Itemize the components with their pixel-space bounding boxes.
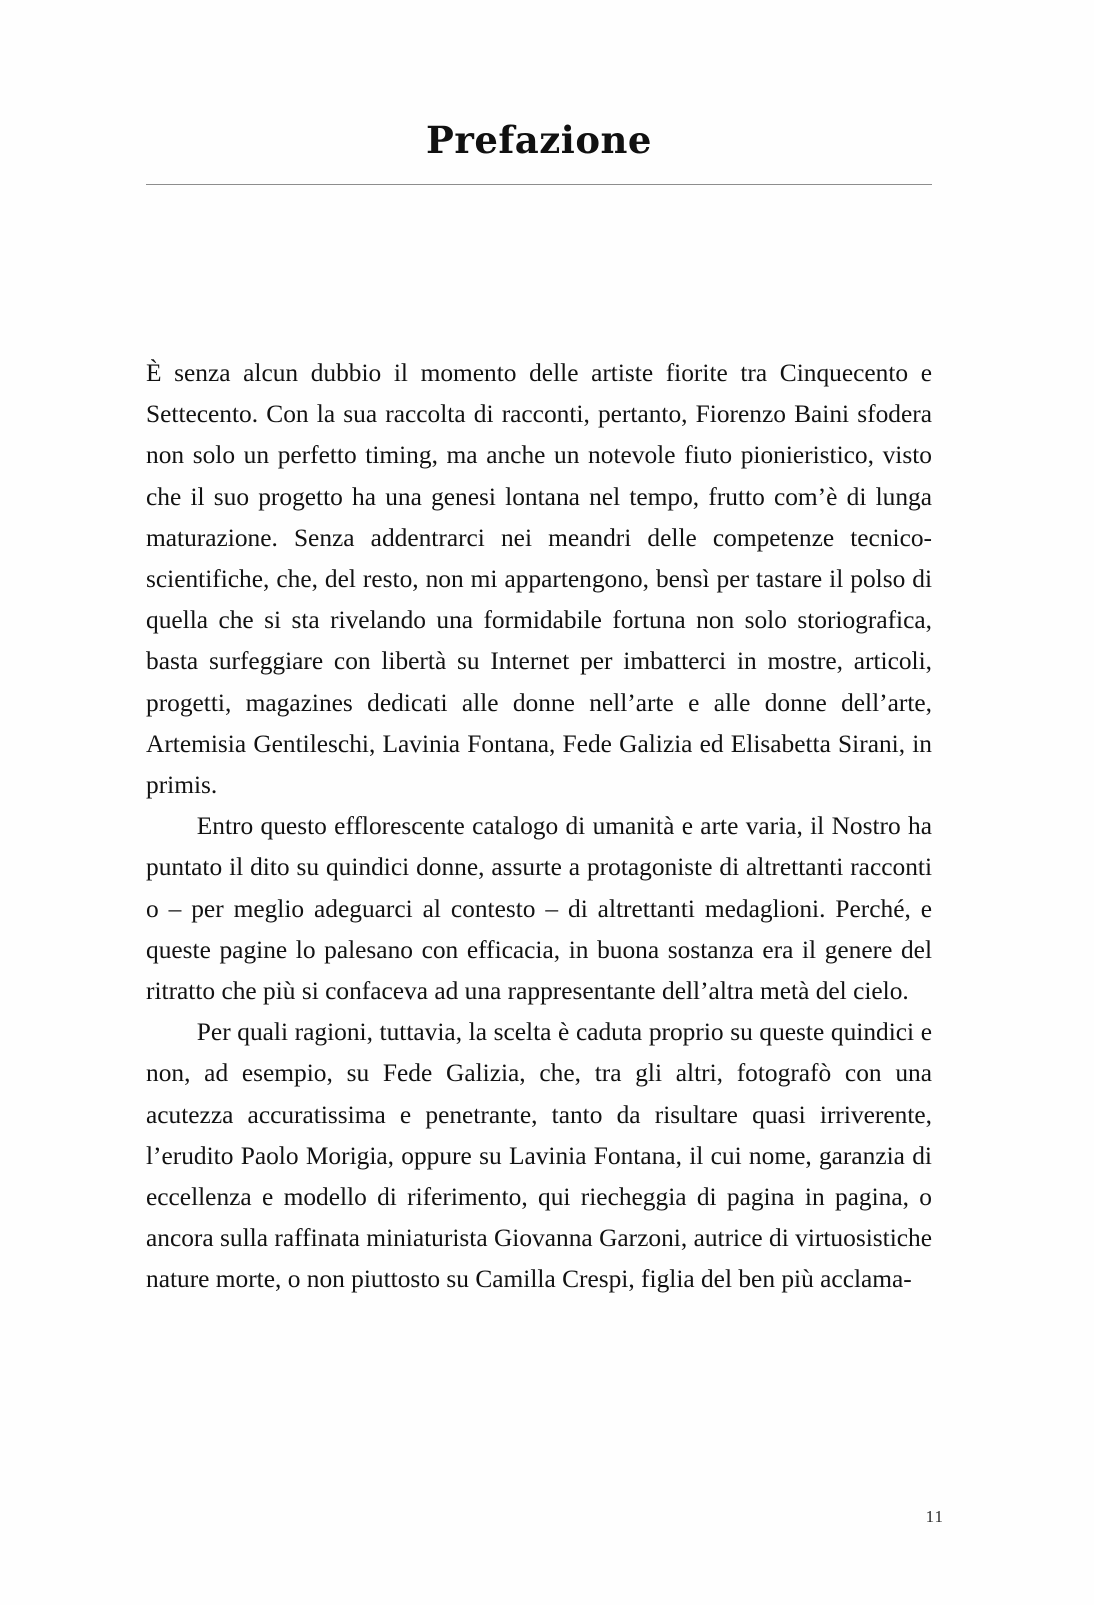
paragraph: Entro questo efflorescente catalogo di umanità e arte varia, il Nostro ha puntato il dito su quindici donne, assurte a protagoniste di altrettanti racconti o – per meglio adeguarci al contesto – di altrettanti medaglioni. Perché, e queste pagine lo palesano con efficacia, in buona sostanza era il genere del ritratto che più si confaceva ad una rappresentante dell’altra metà del cielo. bbox=[146, 812, 932, 1006]
page-title: Prefazione bbox=[426, 118, 652, 162]
title-divider bbox=[146, 184, 932, 185]
paragraph: Per quali ragioni, tuttavia, la scelta è caduta proprio su queste quindici e non, ad esempio, su Fede Galizia, che, tra gli altri, fotografò con una acutezza accuratissima e penetrante, tanto da risultare quasi irriverente, l’erudito Paolo Morigia, oppure su Lavinia Fontana, il cui nome, garanzia di eccellenza e modello di riferimento, qui riecheggia di pagina in pagina, o ancora sulla raffinata miniaturista Giovanna Garzoni, autrice di virtuosistiche nature morte, o non piuttosto su Camilla Crespi, figlia del ben più acclama- bbox=[146, 1018, 932, 1294]
paragraph: È senza alcun dubbio il momento delle artiste fiorite tra Cinquecento e Settecento. Con la sua raccolta di racconti, pertanto, Fiorenzo Baini sfodera non solo un perfetto timing, ma anche un notevole fiuto pionieristico, visto che il suo progetto ha una genesi lontana nel tempo, frutto com’è di lunga maturazione. Senza addentrarci nei meandri delle competenze tecnico-scientifiche, che, del resto, non mi appartengono, bensì per tastare il polso di quella che si sta rivelando una formidabile fortuna non solo storiografica, basta surfeggiare con libertà su Internet per imbatterci in mostre, articoli, progetti, magazines dedicati alle donne nell’arte e alle donne dell’arte, Artemisia Gentileschi, Lavinia Fontana, Fede Galizia ed Elisabetta Sirani, in primis. bbox=[146, 359, 932, 800]
body-text bbox=[146, 353, 932, 1301]
page-content bbox=[146, 118, 932, 1301]
page-number: 11 bbox=[925, 1507, 944, 1526]
